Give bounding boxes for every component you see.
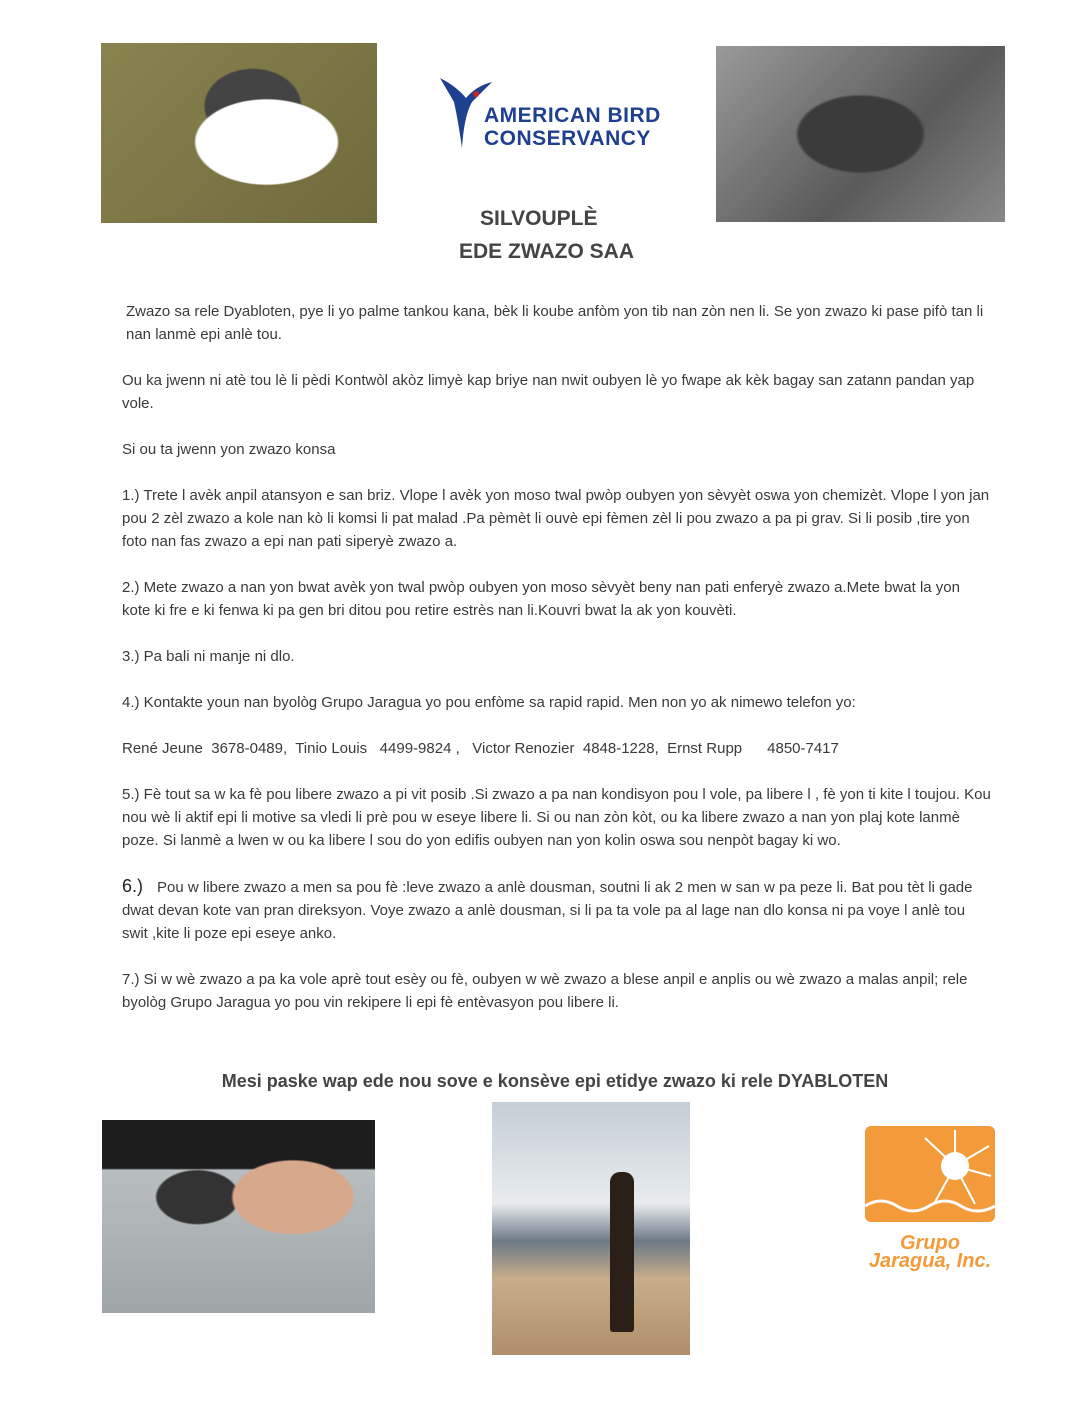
logo-line1: AMERICAN BIRD bbox=[484, 104, 661, 127]
paragraph: Si ou ta jwenn yon zwazo konsa bbox=[122, 441, 336, 458]
petrel-towel-photo bbox=[102, 1120, 375, 1313]
petrel-head-photo bbox=[101, 43, 377, 223]
grupo-jaragua-logo bbox=[865, 1126, 995, 1294]
petrel-night-photo bbox=[716, 46, 1005, 222]
step-7: 7.) Si w wè zwazo a pa ka vole aprè tout esèy ou fè, oubyen w wè zwazo a blese anpil e anplis ou wè zwazo a malas anpil; rele byològ Grupo Jaragua yo pou vin rekipere li epi fè entèvasyon pou libere li. bbox=[122, 971, 968, 1011]
step-4: 4.) Kontakte youn nan byològ Grupo Jaragua yo pou enfòme sa rapid rapid. Men non yo ak nimewo telefon yo: bbox=[122, 694, 856, 711]
closing-message: Mesi paske wap ede nou sove e konsève epi etidye zwazo ki rele DYABLOTEN bbox=[221, 1071, 889, 1091]
step-6-text: Pou w libere zwazo a men sa pou fè :leve zwazo a anlè dousman, soutni li ak 2 men w san w pa peze li. Bat pou tèt li gade dwat devan kote van pran direksyon. Voye zwazo a anlè dousman, si li pa ta vole pa al lage nan dlo konsa ni pa voye l anlè tou swit ,kite li poze epi eseye anko. bbox=[122, 879, 973, 942]
person-figure bbox=[610, 1172, 634, 1332]
instructions-body bbox=[122, 300, 992, 1037]
logo-line2: CONSERVANCY bbox=[484, 127, 651, 150]
contact-list: René Jeune 3678-0489, Tinio Louis 4499-9824 , Victor Renozier 4848-1228, Ernst Rupp 4850-7417 bbox=[122, 740, 839, 757]
american-bird-conservancy-logo bbox=[436, 72, 676, 152]
page-title-line2: EDE ZWAZO SAA bbox=[459, 240, 635, 263]
step-6-number: 6.) bbox=[122, 876, 144, 896]
bird-release-beach-photo bbox=[492, 1102, 690, 1355]
step-6 bbox=[122, 875, 992, 945]
intro-paragraph: Zwazo sa rele Dyabloten, pye li yo palme tankou kana, bèk li koube anfòm yon tib nan zòn nen li. Se yon zwazo ki pase pifò tan li nan lanmè epi anlè tou. bbox=[126, 303, 984, 343]
step-2: 2.) Mete zwazo a nan yon bwat avèk yon twal pwòp oubyen yon moso sèvyèt beny nan pati enferyè zwazo a.Mete bwat la yon kote ki fre e ki fenwa ki pa gen bri ditou pou retire estrès nan li.Kouvri bwat la ak yon kouvèti. bbox=[122, 579, 960, 619]
step-1: 1.) Trete l avèk anpil atansyon e san briz. Vlope l avèk yon moso twal pwòp oubyen yon sèvyèt oswa yon chemizèt. Vlope l yon jan pou 2 zèl zwazo a kole nan kò li komsi li pat malad .Pa pèmèt li ouvè epi fèmen zèl li pou zwazo a pa pi grav. Si li posib ,tire yon foto nan fas zwazo a epi nan pati siperyè zwazo a. bbox=[122, 487, 990, 550]
sun-icon bbox=[865, 1126, 995, 1222]
step-3: 3.) Pa bali ni manje ni dlo. bbox=[122, 648, 295, 665]
page-title-line1: SILVOUPLÈ bbox=[480, 207, 598, 230]
grupo-jaragua-text: Grupo Jaragua, Inc. bbox=[868, 1232, 992, 1272]
step-5: 5.) Fè tout sa w ka fè pou libere zwazo a pi vit posib .Si zwazo a pa nan kondisyon pou l vole, pa libere l , fè yon ti kite l toujou. Kou nou wè li aktif epi li motive sa vledi li prè pou w eseye libere li. Si ou nan zòn kòt, ou ka libere zwazo a nan yon plaj kote lanmè poze. Si lanmè a lwen w ou ka libere l sou do yon edifis oubyen nan yon kolin oswa sou nenpòt bagay ki wo. bbox=[122, 786, 991, 849]
paragraph: Ou ka jwenn ni atè tou lè li pèdi Kontwòl akòz limyè kap briye nan nwit oubyen lè yo fwape ak kèk bagay san zatann pandan yap vole. bbox=[122, 372, 975, 412]
sun-emblem bbox=[865, 1126, 995, 1222]
